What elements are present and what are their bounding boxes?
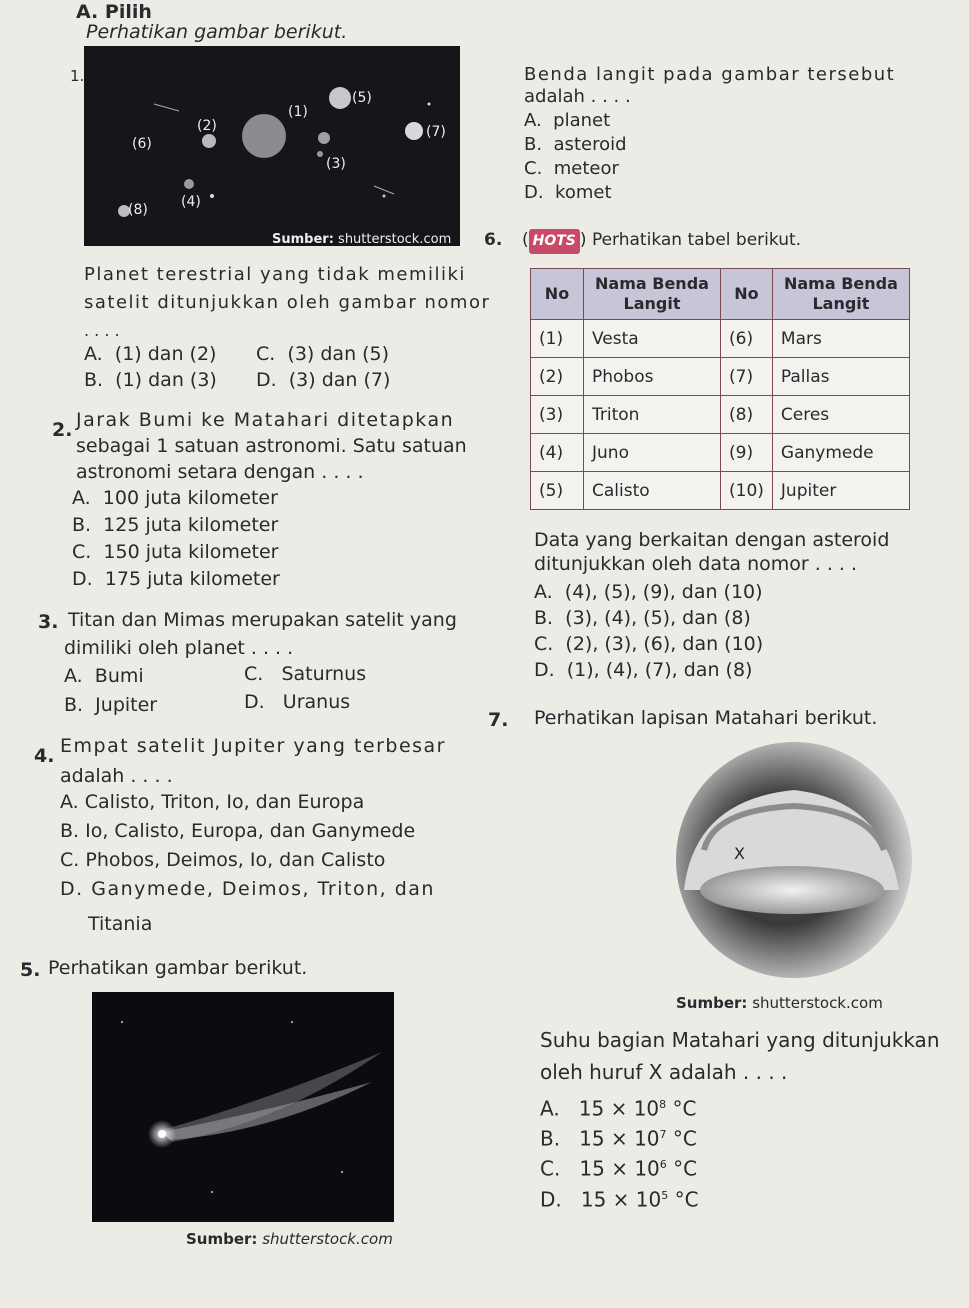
q6-line1: Data yang berkaitan dengan asteroid (534, 529, 890, 551)
q7-number: 7. (488, 709, 509, 731)
q1-number: 1. (70, 67, 85, 85)
sun-marker-x: X (734, 844, 745, 863)
col-header-no-2: No (721, 269, 773, 320)
q2-line2: sebagai 1 satuan astronomi. Satu satuan (76, 435, 467, 457)
cell: (2) (531, 358, 584, 396)
table-header-row (531, 269, 910, 320)
q5-option-c[interactable]: C. meteor (524, 158, 619, 179)
cell: Vesta (584, 320, 721, 358)
q2-option-b[interactable]: B. 125 juta kilometer (72, 514, 279, 536)
cell: (9) (721, 434, 773, 472)
hots-badge: HOTS (529, 229, 580, 254)
cell: Triton (584, 396, 721, 434)
q7-option-a[interactable]: A. $15 \times 10^8$ °C (540, 1096, 697, 1121)
q2-option-c[interactable]: C. 150 juta kilometer (72, 541, 279, 563)
q7-line2: oleh huruf X adalah . . . . (540, 1060, 788, 1084)
solar-system-image (84, 46, 460, 246)
planet-label-2: (2) (197, 118, 217, 134)
q3-option-b[interactable]: B. Jupiter (64, 694, 158, 716)
celestial-table (530, 268, 910, 510)
q5-source: Sumber: shutterstock.com (186, 1230, 393, 1248)
q7-line1: Suhu bagian Matahari yang ditunjukkan (540, 1028, 940, 1052)
q1-option-d[interactable]: D. (3) dan (7) (256, 369, 391, 391)
cell: Jupiter (772, 472, 909, 510)
q4-line1: Empat satelit Jupiter yang terbesar (60, 735, 446, 757)
q4-option-d[interactable]: D. Ganymede, Deimos, Triton, dan (60, 878, 435, 900)
planet-label-6: (6) (132, 136, 152, 152)
q6-option-c[interactable]: C. (2), (3), (6), dan (10) (534, 633, 764, 655)
q3-number: 3. (38, 611, 59, 633)
q6-option-b[interactable]: B. (3), (4), (5), dan (8) (534, 607, 751, 629)
planet-label-8: (8) (128, 202, 148, 218)
planet-label-1: (1) (288, 104, 308, 120)
q2-option-a[interactable]: A. 100 juta kilometer (72, 487, 278, 509)
comet-drawing (92, 992, 394, 1222)
cell: Ceres (772, 396, 909, 434)
table-row (531, 472, 910, 510)
cell: (7) (721, 358, 773, 396)
q5-number: 5. (20, 959, 41, 981)
cell: (1) (531, 320, 584, 358)
planet-label-3: (3) (326, 156, 346, 172)
q2-number: 2. (52, 419, 73, 441)
cell: (5) (531, 472, 584, 510)
cell: Juno (584, 434, 721, 472)
cell: Calisto (584, 472, 721, 510)
table-row (531, 396, 910, 434)
comet-image (92, 992, 394, 1222)
q4-option-c[interactable]: C. Phobos, Deimos, Io, dan Calisto (60, 849, 386, 871)
planet-label-7: (7) (426, 124, 446, 140)
q1-question-line1: Planet terestrial yang tidak memiliki (84, 264, 466, 285)
cell: (10) (721, 472, 773, 510)
q5-line1: Benda langit pada gambar tersebut (524, 64, 896, 85)
q3-option-c[interactable]: C. Saturnus (244, 663, 367, 685)
q3-option-d[interactable]: D. Uranus (244, 691, 351, 713)
cell: (4) (531, 434, 584, 472)
cell: Pallas (772, 358, 909, 396)
planet-label-5: (5) (352, 90, 372, 106)
q6-number: 6. (484, 230, 503, 250)
q5-line2: adalah . . . . (524, 86, 631, 107)
q7-option-b[interactable]: B. $15 \times 10^7$ °C (540, 1126, 697, 1151)
cell: Phobos (584, 358, 721, 396)
q2-line3: astronomi setara dengan . . . . (76, 461, 364, 483)
q5-option-a[interactable]: A. planet (524, 110, 611, 131)
col-header-no-1: No (531, 269, 584, 320)
col-header-name-2: Nama Benda Langit (772, 269, 909, 320)
q6-line2: ditunjukkan oleh data nomor . . . . (534, 553, 858, 575)
q4-number: 4. (34, 745, 55, 767)
col-header-name-1: Nama Benda Langit (584, 269, 721, 320)
cell: Mars (772, 320, 909, 358)
q2-option-d[interactable]: D. 175 juta kilometer (72, 568, 280, 590)
q5-option-d[interactable]: D. komet (524, 182, 612, 203)
table-row (531, 434, 910, 472)
q4-line2: adalah . . . . (60, 765, 173, 787)
table-row (531, 320, 910, 358)
q3-option-a[interactable]: A. Bumi (64, 665, 144, 687)
q1-prompt: Perhatikan gambar berikut. (86, 21, 348, 43)
q7-option-c[interactable]: C. $15 \times 10^6$ °C (540, 1156, 698, 1181)
q6-prompt: ( HOTS ) Perhatikan tabel berikut. (522, 228, 801, 254)
q1-question-line2: satelit ditunjukkan oleh gambar nomor (84, 292, 491, 313)
cell: Ganymede (772, 434, 909, 472)
q3-line2: dimiliki oleh planet . . . . (64, 637, 294, 659)
q7-prompt: Perhatikan lapisan Matahari berikut. (534, 707, 878, 729)
sun-layer-image (674, 740, 964, 990)
cell: (3) (531, 396, 584, 434)
q4-option-d-cont: Titania (88, 913, 153, 935)
q5-prompt: Perhatikan gambar berikut. (48, 957, 308, 979)
q1-option-b[interactable]: B. (1) dan (3) (84, 369, 217, 391)
q4-option-a[interactable]: A. Calisto, Triton, Io, dan Europa (60, 791, 365, 813)
q3-line1: Titan dan Mimas merupakan satelit yang (68, 609, 457, 631)
q1-source: Sumber: shutterstock.com (272, 232, 452, 247)
planet-label-4: (4) (181, 194, 201, 210)
q1-dots: . . . . (84, 321, 120, 340)
q5-option-b[interactable]: B. asteroid (524, 134, 627, 155)
cell: (6) (721, 320, 773, 358)
cell: (8) (721, 396, 773, 434)
q1-option-c[interactable]: C. (3) dan (5) (256, 343, 390, 365)
q4-option-b[interactable]: B. Io, Calisto, Europa, dan Ganymede (60, 820, 416, 842)
q1-option-a[interactable]: A. (1) dan (2) (84, 343, 217, 365)
table-row (531, 358, 910, 396)
section-header: A. Pilih (76, 1, 152, 23)
q2-line1: Jarak Bumi ke Matahari ditetapkan (76, 409, 455, 431)
sun-layer-drawing (674, 740, 964, 990)
q6-option-d[interactable]: D. (1), (4), (7), dan (8) (534, 659, 753, 681)
q6-option-a[interactable]: A. (4), (5), (9), dan (10) (534, 581, 763, 603)
q7-source: Sumber: shutterstock.com (676, 994, 883, 1012)
q7-option-d[interactable]: D. $15 \times 10^5$ °C (540, 1187, 699, 1212)
